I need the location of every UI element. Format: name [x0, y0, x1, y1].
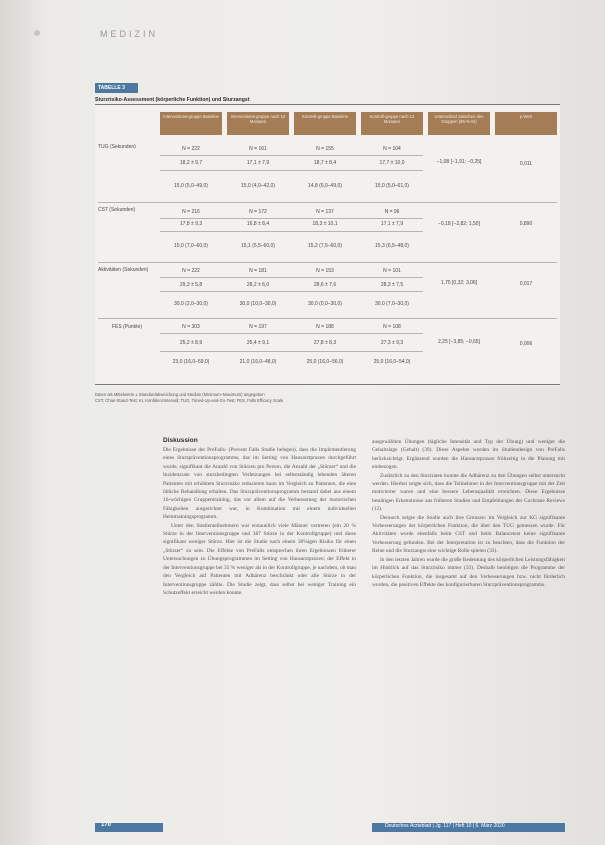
table-cell: N = 222 — [182, 146, 200, 152]
table-cell: N = 188 — [316, 324, 334, 330]
text-column-right — [372, 438, 565, 811]
table-cell: 18,2 ± 9,7 — [179, 160, 203, 166]
row-divider — [98, 318, 557, 319]
table-cell: N = 108 — [383, 324, 401, 330]
table-cell: 15,0 (5,0–49,0) — [174, 183, 208, 189]
table-cell: 23,0 (16,0–59,0) — [172, 359, 210, 365]
table-cell: 21,0 (16,0–48,0) — [239, 359, 277, 365]
table-cell: N = 172 — [249, 209, 267, 215]
table-cell: 28,3 ± 7,5 — [380, 282, 404, 288]
binder-hole — [34, 30, 40, 36]
section-header: MEDIZIN — [100, 29, 158, 39]
table-cell: 30,0 (0,0–30,0) — [308, 301, 342, 307]
table-cell-diff: −1,08 [−1,91; −0,25] — [436, 159, 482, 165]
table-cell: 15,2 (7,5–60,0) — [308, 243, 342, 249]
page-number: 170 — [101, 822, 112, 828]
row-divider — [98, 262, 557, 263]
table-cell: N = 155 — [316, 146, 334, 152]
table-cell: N = 216 — [182, 209, 200, 215]
table-cell: 15,0 (4,0–42,0) — [241, 183, 275, 189]
table-cell: N = 197 — [249, 324, 267, 330]
table-cell-p: 0,006 — [519, 341, 533, 347]
column-header: Kontroll-gruppe nach 12 Monaten — [361, 112, 423, 135]
column-header: Interventions-gruppe nach 12 Monaten — [227, 112, 289, 135]
table-cell: 17,1 ± 7,9 — [246, 160, 270, 166]
row-divider — [160, 218, 423, 219]
table-cell: N = 153 — [316, 268, 334, 274]
row-divider — [160, 155, 423, 156]
table-cell: 27,8 ± 8,3 — [313, 340, 337, 346]
table-cell: N = 181 — [249, 268, 267, 274]
row-divider — [160, 351, 423, 352]
table-cell: 18,7 ± 8,4 — [313, 160, 337, 166]
table-cell: 15,0 (5,0–61,0) — [375, 183, 409, 189]
paragraph: Unter den Studienteilnehmern war erstaunlich viele Männer vertreten (ein 20 % Stürze in der Interventionsgruppe und 387 Stürze in der Kontrollgruppe) und diese signifikant weniger Stürze. Hier ist die Studie nach einem 30%igen Risiko für einen „Stürzer“ zu sein. Die Effekte von PreFalls entsprechen ihren Ergebnissen früherer Untersuchungen zu Übungsprogrammen im Setting von Hausarztpraxen; der Effekt in der Interventionsgruppe bei 35 % weniger als in der Kontrollgruppe, je nachdem, ob man den Vergleich auf Patienten mit Adhärenz beschränkt oder alle Stürze in der Interventionsgruppe zählte. Die Studie zeigt, dass selbst bei weniger Training ein Schutzeffekt erreicht werden konnte. — [163, 522, 356, 596]
row-divider — [160, 291, 423, 292]
paragraph: In den letzten Jahren wurde die große Bedeutung des körperlichen Leistungsfähigkeit im Hinblick auf das Sturzrisiko immer (33). Deshalb benötigen die Programme der körperlichen Funktion, die insgesamt auf den Verbesserungen bzw. nicht förderlich wurden, die positiven Effekte des konfigurierbaren Sturzpräventionsprogramms. — [372, 556, 565, 588]
table-note: CST, Chair-Stand-Test; KI, Konfidenzintervall; TUG, Timed-Up-and-Go-Test; FES, Falls Efficacy Scale — [95, 398, 284, 403]
paragraph: ausgewählten Übungen (tägliche Intensität und Typ der Übung) und weniger die Gehaltslage (Gehalt) (39). Diese Aspekte wurden im Studiendesign von PreFalls berücksichtigt. Ergänzend wurden die Hausarztpraxen frühzeitig in die Planung mit einbezogen. — [372, 439, 565, 471]
table-cell: 30,0 (10,0–30,0) — [239, 301, 277, 307]
table-cell: N = 101 — [383, 268, 401, 274]
table-note: Daten als Mittelwerte ± Standardabweichung und Median (Minimum–Maximum) angegeben — [95, 392, 265, 397]
table-cell-diff: −0,18 [−2,82; 1,50] — [438, 221, 480, 227]
table-cell: N = 303 — [182, 324, 200, 330]
paragraph: Dennoch zeigte die Studie auch ihre Grenzen: im Vergleich zur KG signifikante Verbesserungen der körperlichen Funktion, die über den TUG gemessen wurde. Für Aktivitäten wurde ebenfalls beim CST und beim Balancetest keine signifikante Verbesserung gefunden. Bei der Interpretation ist zu beachten, dass die Funktion der Beine und die Sturzangst eine wichtige Rolle spielen (33). — [372, 514, 565, 555]
table-cell-p: 0,011 — [519, 161, 533, 167]
table-cell: N = 161 — [249, 146, 267, 152]
column-header: Kontroll-gruppe Baseline — [294, 112, 356, 135]
table-cell: 25,2 ± 8,9 — [179, 340, 203, 346]
table-cell: 25,4 ± 9,1 — [246, 340, 270, 346]
table-cell: N = 104 — [383, 146, 401, 152]
row-divider — [160, 277, 423, 278]
column-header: Unterschied zwischen den Gruppen (95-%-KI) — [428, 112, 490, 135]
paragraph: Zusätzlich zu den Sturzraten konnte die Adhärenz zu den Übungen selbst untersucht werden. Hierbei zeigte sich, dass die Teilnehmer in der Interventionsgruppe mit der Zeit motivierter waren und eine bessere Lebensqualität erreichten. Diese Ergebnisse bestätigen Erkenntnisse aus früheren Studien und Empfehlungen der Cochrane Reviews (12). — [372, 472, 565, 513]
table-cell-p: 0,890 — [519, 221, 533, 227]
row-divider — [160, 231, 423, 232]
column-header: p-Wert — [495, 112, 557, 135]
table-cell: N = 222 — [182, 268, 200, 274]
row-divider — [160, 170, 423, 171]
row-label: Aktivitäten (Sekunden) — [98, 267, 149, 273]
table-cell-diff: 2,25 [−3,85; −0,65] — [438, 339, 480, 345]
table-notes — [95, 392, 555, 404]
table-bottom-rule — [95, 384, 560, 385]
table-cell: 30,0 (2,0–30,0) — [174, 301, 208, 307]
table-cell: 18,3 ± 10,1 — [312, 221, 338, 227]
table-cell: 17,8 ± 9,3 — [179, 221, 203, 227]
table-label: TABELLE 3 — [95, 83, 138, 93]
paragraph: Die Ergebnisse der PreFalls- (Prevent Falls Studie belegen), dass die Implementierung eines Sturzpräventionsprogramms, das im Setting von Hausarztpraxen durchgeführt wurde, signifikant die Anzahl von Stürzen pro Person, die Anzahl der „Stürzer“ und die Inzidenzrate von sturzbedingten Verletzungen bei selbstständig lebenden älteren Patienten mit erhöhtem Sturzrisiko reduzieren kann im Vergleich zu Patienten, die eine übliche Behandlung erhalten. Das Sturzpräventionsprogramm bestand dabei aus einem 16-wöchigen Gruppentraining, das vor allem auf die Verbesserung der motorischen Fähigkeiten ausgerichtet war, in Kombination mit einem individuellen Heimtrainingsprogramm. — [163, 447, 356, 521]
table-cell: 25,0 (16,0–54,0) — [373, 359, 411, 365]
table-cell: N = 96 — [384, 209, 400, 215]
column-header: Interventions-gruppe Baseline — [160, 112, 222, 135]
table-cell: 16,8 ± 8,4 — [246, 221, 270, 227]
table-cell: 27,3 ± 9,3 — [380, 340, 404, 346]
section-heading: Diskussion — [163, 437, 198, 444]
table-caption: Sturzrisiko-Assessment (körperliche Funktion) und Sturzangst — [95, 97, 250, 103]
table-cell: 15,0 (7,0–60,0) — [174, 243, 208, 249]
row-label: FES (Punkte) — [112, 324, 143, 330]
row-divider — [98, 202, 557, 203]
row-label: TUG (Sekunden) — [98, 144, 136, 150]
table-cell: N = 137 — [316, 209, 334, 215]
table-cell: 28,6 ± 7,6 — [313, 282, 337, 288]
text-column-left — [163, 446, 356, 811]
table-cell: 15,3 (6,5–48,0) — [375, 243, 409, 249]
table-cell: 14,8 (6,0–49,0) — [308, 183, 342, 189]
table-cell: 28,2 ± 6,0 — [246, 282, 270, 288]
table-cell: 17,7 ± 10,0 — [379, 160, 405, 166]
table-cell-diff: 1,75 [0,32; 3,06] — [440, 280, 478, 286]
row-label: CST (Sekunden) — [98, 207, 136, 213]
table-cell: 29,3 ± 5,8 — [179, 282, 203, 288]
table-cell: 25,0 (16,0–56,0) — [306, 359, 344, 365]
table-cell: 30,0 (7,0–30,0) — [375, 301, 409, 307]
row-divider — [160, 333, 423, 334]
table-cell: 17,1 ± 7,9 — [380, 221, 404, 227]
journal-citation: Deutsches Ärzteblatt | Jg. 117 | Heft 10 | 6. März 2020 — [385, 823, 505, 829]
table-cell-p: 0,017 — [519, 281, 533, 287]
table-cell: 15,1 (5,5–60,0) — [241, 243, 275, 249]
